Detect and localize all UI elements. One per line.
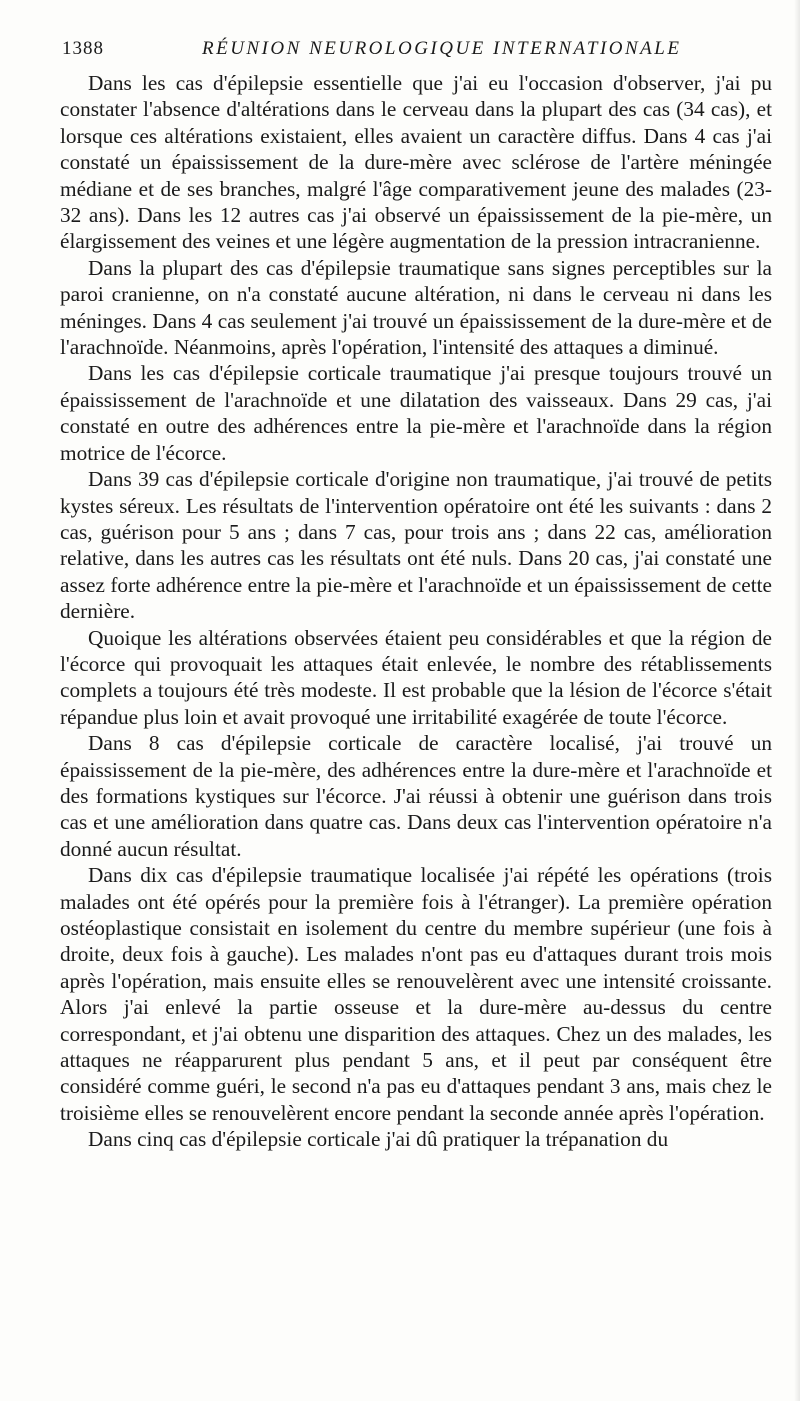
paragraph-cortical-traumatic: Dans les cas d'épilepsie corticale traumatique j'ai presque toujours trouvé un épaississement de l'arachnoïde et une dilatation des vaisseaux. Dans 29 cas, j'ai constaté en outre des adhérences entre la pie-mère et l'arachnoïde dans la région motrice de l'écorce. (60, 361, 772, 465)
running-title: RÉUNION NEUROLOGIQUE INTERNATIONALE (202, 38, 682, 59)
paragraph-localized-cortical: Dans 8 cas d'épilepsie corticale de caractère localisé, j'ai trouvé un épaississement de la pie-mère, des adhérences entre la dure-mère et l'arachnoïde et des formations kystiques sur l'écorce. J'ai réussi à obtenir une guérison dans trois cas et une amélioration dans quatre cas. Dans deux cas l'intervention opératoire n'a donné aucun résultat. (60, 731, 772, 861)
paragraph-repeated-operations: Dans dix cas d'épilepsie traumatique localisée j'ai répété les opérations (trois malades ont été opérés pour la première fois à l'étranger). La première opération ostéoplastique consistait en isolement du centre du membre supérieur (une fois à droite, deux fois à gauche). Les malades n'ont pas eu d'attaques durant trois mois après l'opération, mais ensuite elles se renouvelèrent avec une intensité croissante. Alors j'ai enlevé la partie osseuse et la dure-mère au-dessus du centre correspondant, et j'ai obtenu une disparition des attaques. Chez un des malades, les attaques ne réapparurent plus pendant 5 ans, et il peut par conséquent être considéré comme guéri, le second n'a pas eu d'attaques pendant 3 ans, mais chez le troisième elles se renouvelèrent encore pendant la seconde année après l'opération. (60, 863, 772, 1125)
body-text (60, 70, 772, 1153)
paragraph-traumatic-epilepsy: Dans la plupart des cas d'épilepsie traumatique sans signes perceptibles sur la paroi cranienne, on n'a constaté aucune altération, ni dans le cerveau ni dans les méninges. Dans 4 cas seulement j'ai trouvé un épaississement de la dure-mère et de l'arachnoïde. Néanmoins, après l'opération, l'intensité des attaques a diminué. (60, 255, 772, 360)
paragraph-cortical-non-traumatic: Dans 39 cas d'épilepsie corticale d'origine non traumatique, j'ai trouvé de petits kystes séreux. Les résultats de l'intervention opératoire ont été les suivants : dans 2 cas, guérison pour 5 ans ; dans 7 cas, pour trois ans ; dans 22 cas, amélioration relative, dans les autres cas les résultats ont été nuls. Dans 20 cas, j'ai constaté une assez forte adhérence entre la pie-mère et l'arachnoïde et un épaississement de cette dernière. (60, 467, 772, 624)
paragraph-alterations-discussion: Quoique les altérations observées étaient peu considérables et que la région de l'écorce qui provoquait les attaques était enlevée, le nombre des rétablissements complets a toujours été très modeste. Il est probable que la lésion de l'écorce s'était répandue plus loin et avait provoqué une irritabilité exagérée de toute l'écorce. (60, 625, 772, 729)
paragraph-trepanation: Dans cinq cas d'épilepsie corticale j'ai dû pratiquer la trépanation du (88, 1127, 669, 1152)
page-number: 1388 (62, 38, 104, 59)
paragraph-essential-epilepsy: Dans les cas d'épilepsie essentielle que j'ai eu l'occasion d'observer, j'ai pu constater l'absence d'altérations dans le cerveau dans la plupart des cas (34 cas), et lorsque ces altérations existaient, elles avaient un caractère diffus. Dans 4 cas j'ai constaté un épaississement de la dure-mère avec sclérose de l'artère méningée médiane et de ses branches, malgré l'âge comparativement jeune des malades (23-32 ans). Dans les 12 autres cas j'ai observé un épaississement de la pie-mère, un élargissement des veines et une légère augmentation de la pression intracranienne. (60, 71, 772, 254)
scan-shadow-edge (794, 0, 800, 1401)
page-header (62, 38, 752, 64)
